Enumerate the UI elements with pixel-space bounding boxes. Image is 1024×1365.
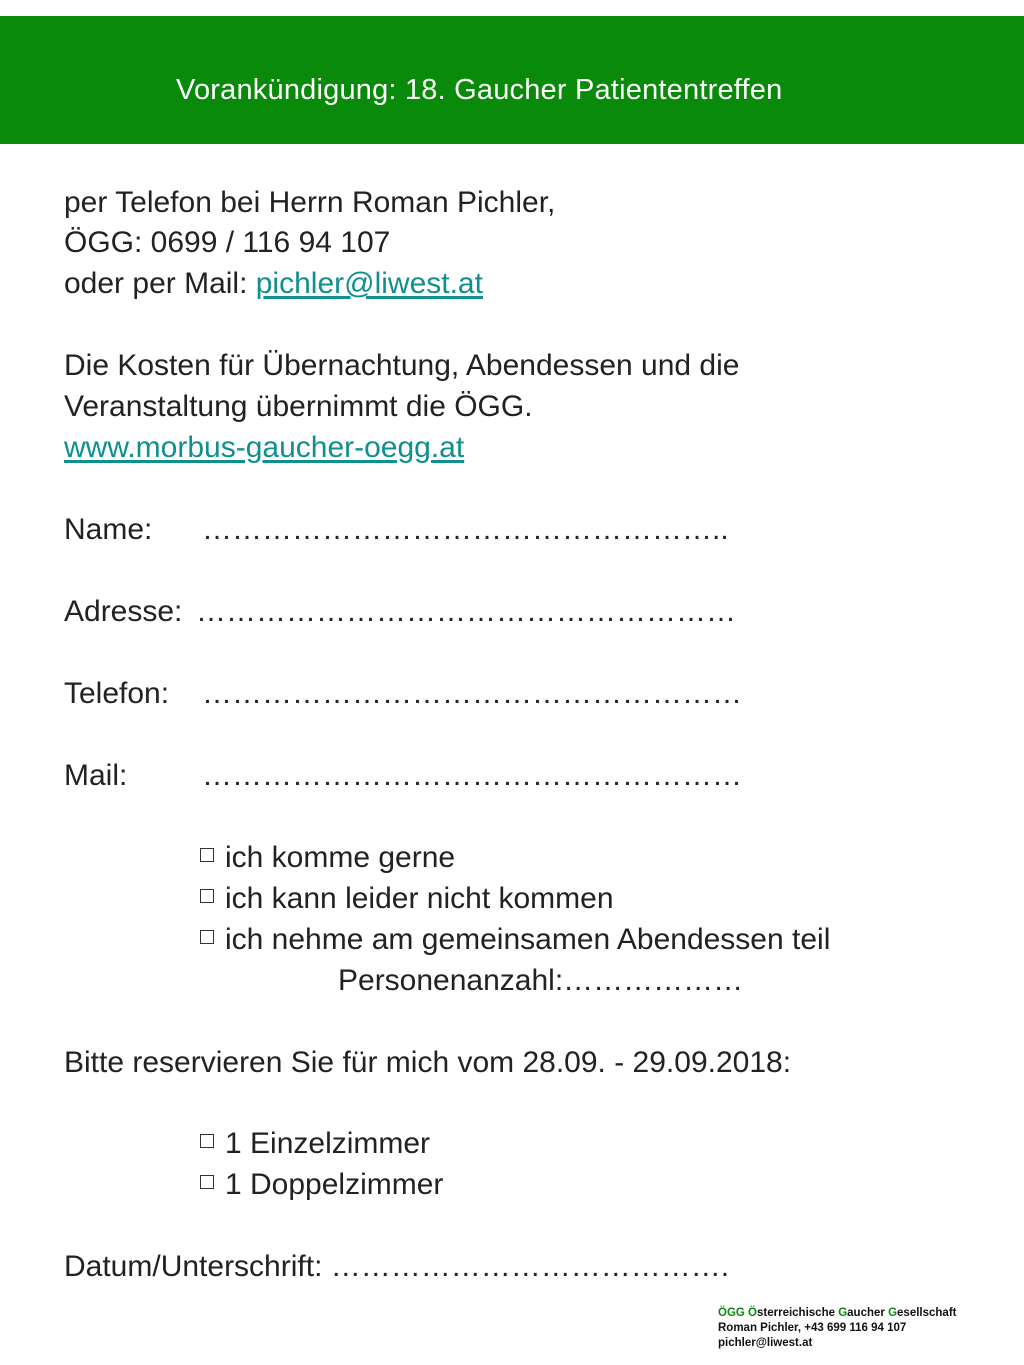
contact-mail-link[interactable]: pichler@liwest.at: [255, 267, 483, 300]
contact-mail-prefix: oder per Mail:: [64, 267, 256, 300]
footer-org-word-2: aucher: [847, 1307, 885, 1319]
name-input-line[interactable]: ……………………………………………..: [202, 513, 729, 546]
contact-phone-number: ÖGG: 0699 / 116 94 107: [64, 226, 391, 259]
checkbox-icon[interactable]: [200, 1134, 214, 1148]
costs-line-2: Veranstaltung übernimmt die ÖGG.: [64, 390, 533, 423]
telefon-label: Telefon:: [64, 677, 170, 710]
attend-yes-option[interactable]: [200, 837, 455, 878]
checkbox-icon[interactable]: [200, 1175, 214, 1189]
mail-input-line[interactable]: ………………………………………………: [202, 759, 742, 792]
dinner-label: ich nehme am gemeinsamen Abendessen teil: [225, 923, 831, 956]
footer-phone: Roman Pichler, +43 699 116 94 107: [718, 1322, 907, 1334]
checkbox-icon[interactable]: [200, 889, 214, 903]
footer-org-name: [718, 1306, 956, 1321]
signature-field[interactable]: Datum/Unterschrift: ………………………………….: [64, 1250, 730, 1283]
mail-label: Mail:: [64, 759, 128, 792]
checkbox-icon[interactable]: [200, 848, 214, 862]
attend-no-option[interactable]: [200, 878, 614, 919]
personen-count-field[interactable]: Personenanzahl:………………: [338, 964, 744, 997]
mail-field[interactable]: [64, 755, 742, 796]
double-room-label: 1 Doppelzimmer: [225, 1168, 444, 1201]
adresse-input-line[interactable]: ………………………………………………: [196, 595, 736, 628]
footer-org-word-3: esellschaft: [897, 1307, 957, 1319]
page-title: Vorankündigung: 18. Gaucher Patiententreffen: [176, 74, 783, 106]
adresse-field[interactable]: [64, 591, 736, 632]
single-room-label: 1 Einzelzimmer: [225, 1127, 431, 1160]
costs-line-1: Die Kosten für Übernachtung, Abendessen und die: [64, 349, 740, 382]
single-room-option[interactable]: [200, 1123, 430, 1164]
footer-org-initial-o: Ö: [748, 1307, 757, 1319]
footer-contact: [718, 1306, 956, 1351]
telefon-field[interactable]: [64, 673, 742, 714]
contact-mail-line: [64, 263, 483, 304]
attend-no-label: ich kann leider nicht kommen: [225, 882, 614, 915]
contact-phone-intro: per Telefon bei Herrn Roman Pichler,: [64, 186, 556, 219]
double-room-option[interactable]: [200, 1164, 443, 1205]
footer-email[interactable]: pichler@liwest.at: [718, 1337, 813, 1349]
footer-org-initial-g2: G: [888, 1307, 898, 1319]
attend-yes-label: ich komme gerne: [225, 841, 456, 874]
footer-org-word-1: sterreichische: [757, 1307, 835, 1319]
website-link-line: [64, 427, 464, 468]
header-banner: [0, 16, 1024, 144]
telefon-input-line[interactable]: ………………………………………………: [202, 677, 742, 710]
name-field[interactable]: [64, 509, 729, 550]
website-link[interactable]: www.morbus-gaucher-oegg.at: [64, 431, 465, 464]
dinner-option[interactable]: [200, 919, 830, 960]
name-label: Name:: [64, 513, 153, 546]
adresse-label: Adresse:: [64, 595, 183, 628]
footer-org-abbr: ÖGG: [718, 1307, 745, 1319]
reservation-text: Bitte reservieren Sie für mich vom 28.09. - 29.09.2018:: [64, 1046, 792, 1079]
checkbox-icon[interactable]: [200, 930, 214, 944]
footer-org-initial-g1: G: [838, 1307, 848, 1319]
